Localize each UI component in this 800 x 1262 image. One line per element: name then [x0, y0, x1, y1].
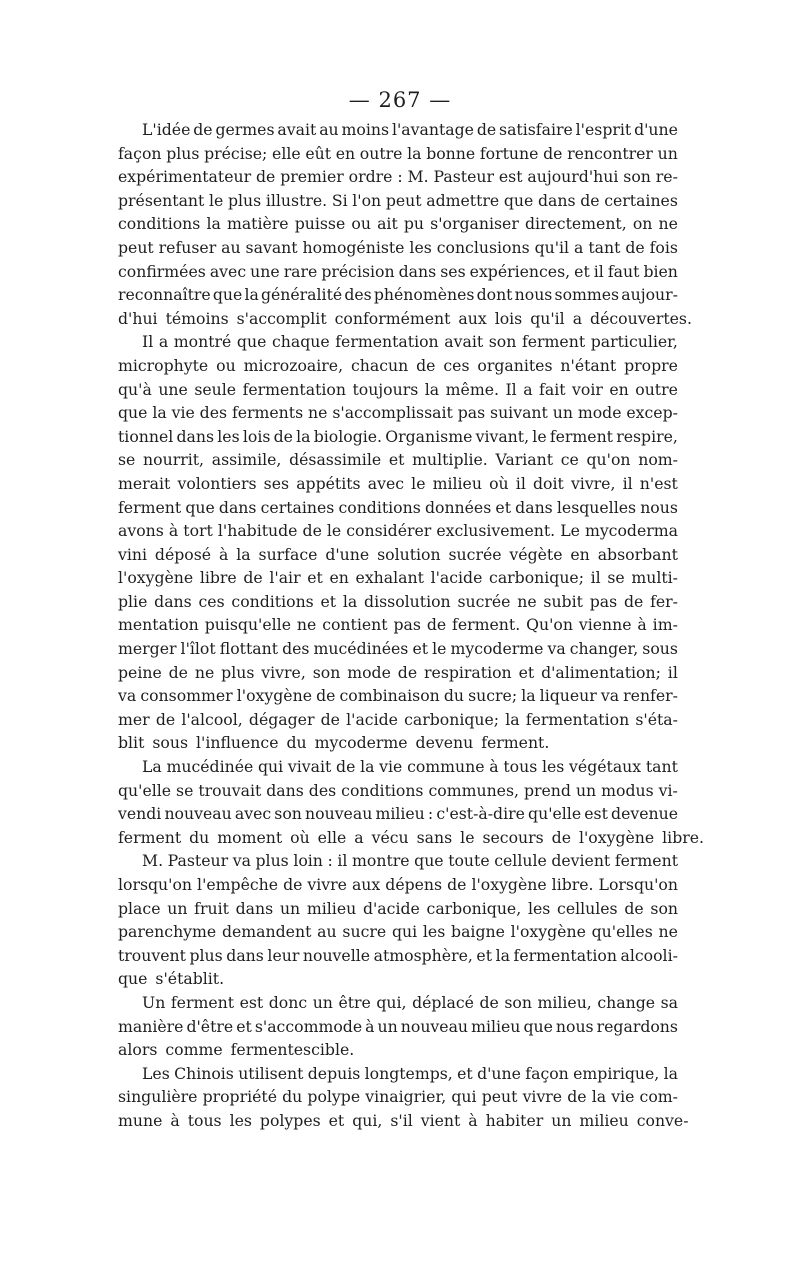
- text-line: présentant le plus illustre. Si l'on peut admettre que dans de certaines: [118, 190, 678, 210]
- text-line: se nourrit, assimile, désassimile et multiplie. Variant ce qu'on nom-: [118, 450, 678, 470]
- text-line: trouvent plus dans leur nouvelle atmosphère, et la fermentation alcooli-: [118, 945, 678, 965]
- text-line: avons à tort l'habitude de le considérer exclusivement. Le mycoderma: [118, 521, 678, 541]
- text-line: tionnel dans les lois de la biologie. Organisme vivant, le ferment respire,: [118, 426, 678, 446]
- paragraph: [118, 849, 678, 991]
- text-line: merger l'îlot flottant des mucédinées et le mycoderme va changer, sous: [118, 639, 678, 659]
- text-line: Les Chinois utilisent depuis longtemps, et d'une façon empirique, la: [142, 1063, 678, 1083]
- text-line: conditions la matière puisse ou ait pu s'organiser directement, on ne: [118, 214, 678, 234]
- body-text: [118, 118, 705, 1133]
- text-line: mune à tous les polypes et qui, s'il vient à habiter un milieu conve-: [118, 1110, 689, 1130]
- text-line: qu'elle se trouvait dans des conditions communes, prend un modus vi-: [118, 780, 678, 800]
- text-line: singulière propriété du polype vinaigrier, qui peut vivre de la vie com-: [118, 1087, 678, 1107]
- text-line: lorsqu'on l'empêche de vivre aux dépens de l'oxygène libre. Lorsqu'on: [118, 875, 678, 894]
- text-line: expérimentateur de premier ordre : M. Pasteur est aujourd'hui son re-: [118, 167, 678, 187]
- text-line: merait volontiers ses appétits avec le milieu où il doit vivre, il n'est: [118, 473, 678, 493]
- text-line: d'hui témoins s'accomplit conformément aux lois qu'il a découvertes.: [118, 308, 692, 328]
- text-line: va consommer l'oxygène de combinaison du sucre; la liqueur va renfer-: [118, 686, 678, 706]
- text-line: L'idée de germes avait au moins l'avantage de satisfaire l'esprit d'une: [142, 120, 678, 139]
- paragraph: [118, 330, 678, 755]
- text-line: blit sous l'influence du mycoderme devenu ferment.: [118, 733, 550, 753]
- text-line: mer de l'alcool, dégager de l'acide carbonique; la fermentation s'éta-: [118, 709, 678, 729]
- paragraph: [118, 118, 692, 330]
- text-line: l'oxygène libre de l'air et en exhalant l'acide carbonique; il se multi-: [118, 568, 678, 588]
- text-line: M. Pasteur va plus loin : il montre que toute cellule devient ferment: [142, 851, 678, 871]
- text-line: mentation puisqu'elle ne contient pas de ferment. Qu'on vienne à im-: [118, 615, 678, 635]
- text-line: ferment que dans certaines conditions données et dans lesquelles nous: [118, 497, 678, 517]
- paragraph: [118, 755, 705, 849]
- text-line: confirmées avec une rare précision dans ses expériences, et il faut bien: [118, 261, 678, 281]
- text-line: qu'à une seule fermentation toujours la même. Il a fait voir en outre: [118, 379, 678, 399]
- text-line: alors comme fermentescible.: [118, 1040, 355, 1060]
- text-line: plie dans ces conditions et la dissolution sucrée ne subit pas de fer-: [118, 591, 678, 611]
- page-number: — 267 —: [348, 88, 452, 112]
- text-line: peine de ne plus vivre, son mode de respiration et d'alimentation; il: [118, 662, 678, 682]
- text-line: Un ferment est donc un être qui, déplacé de son milieu, change sa: [142, 992, 678, 1012]
- paragraph: [118, 991, 678, 1062]
- text-line: vendi nouveau avec son nouveau milieu : c'est-à-dire qu'elle est devenue: [118, 804, 678, 824]
- text-line: que s'établit.: [118, 969, 225, 989]
- text-line: Il a montré que chaque fermentation avait son ferment particulier,: [142, 332, 678, 352]
- text-line: peut refuser au savant homogéniste les conclusions qu'il a tant de fois: [118, 237, 678, 257]
- text-line: microphyte ou microzoaire, chacun de ces organites n'étant propre: [118, 355, 678, 375]
- text-line: façon plus précise; elle eût en outre la bonne fortune de rencontrer un: [118, 143, 678, 163]
- paragraph: [118, 1062, 689, 1133]
- text-line: vini déposé à la surface d'une solution sucrée végète en absorbant: [118, 544, 678, 564]
- text-line: ferment du moment où elle a vécu sans le secours de l'oxygène libre.: [118, 827, 705, 847]
- text-line: reconnaître que la généralité des phénomènes dont nous sommes aujour-: [118, 285, 678, 305]
- text-line: La mucédinée qui vivait de la vie commune à tous les végétaux tant: [142, 757, 678, 777]
- text-line: manière d'être et s'accommode à un nouveau milieu que nous regardons: [118, 1016, 678, 1036]
- text-line: place un fruit dans un milieu d'acide carbonique, les cellules de son: [118, 898, 678, 918]
- text-line: parenchyme demandent au sucre qui les baigne l'oxygène qu'elles ne: [118, 922, 678, 942]
- text-line: que la vie des ferments ne s'accomplissait pas suivant un mode excep-: [118, 403, 678, 423]
